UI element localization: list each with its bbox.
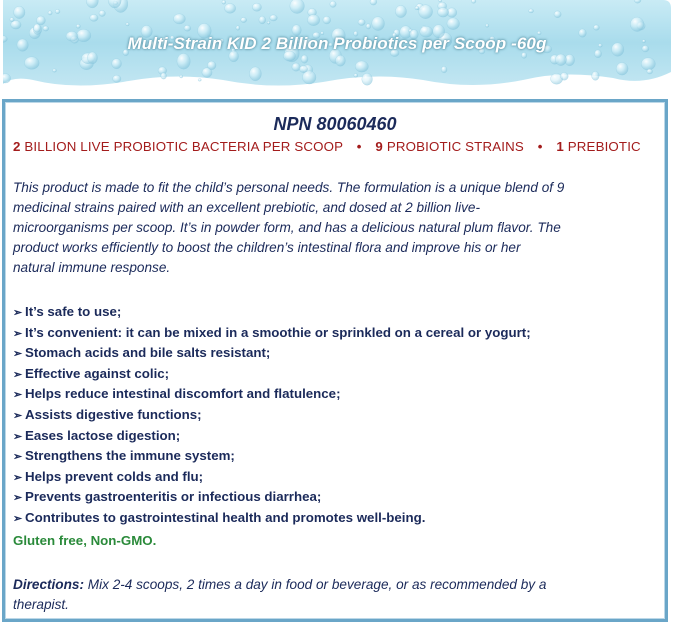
title-banner — [3, 0, 671, 88]
list-item: ➢ Helps reduce intestinal discomfort and flatulence; — [13, 384, 665, 405]
water-droplet — [177, 53, 190, 69]
directions-text-cont: therapist. — [13, 597, 69, 612]
water-droplet — [439, 0, 442, 2]
water-droplet — [48, 11, 52, 15]
list-item: ➢ Assists digestive functions; — [13, 405, 665, 426]
info-box — [2, 99, 668, 622]
water-droplet — [616, 63, 628, 76]
water-droplet — [180, 75, 183, 78]
water-droplet — [307, 15, 319, 26]
directions-label: Directions: — [13, 577, 85, 592]
water-droplet — [207, 61, 216, 70]
description-line: microorganisms per scoop. It’s in powder form, and has a delicious natural plum flavor. The — [13, 220, 561, 235]
water-droplet — [395, 5, 406, 17]
water-droplet — [270, 15, 278, 21]
water-droplet — [198, 79, 201, 82]
water-droplet — [252, 3, 261, 11]
list-item: ➢ It’s convenient: it can be mixed in a smoothie or sprinkled on a cereal or yogurt; — [13, 323, 665, 344]
water-droplet — [14, 6, 25, 18]
water-droplet — [441, 66, 447, 73]
list-item: ➢ Eases lactose digestion; — [13, 426, 665, 447]
claim-1-number: 2 — [13, 139, 21, 154]
arrow-bullet-icon: ➢ — [13, 327, 23, 340]
gluten-free-note: Gluten free, Non-GMO. — [13, 533, 157, 548]
list-item: ➢ Effective against colic; — [13, 364, 665, 385]
water-droplet — [415, 6, 419, 10]
npn-number: NPN 80060460 — [273, 114, 397, 134]
description-line: product works efficiently to boost the children’s intestinal flora and improve his or her — [13, 240, 521, 255]
water-droplet — [355, 61, 368, 72]
claim-2-number: 9 — [375, 139, 383, 154]
water-droplet — [55, 9, 60, 13]
water-droplet — [99, 10, 105, 16]
claim-1-text: BILLION LIVE PROBIOTIC BACTERIA PER SCOOP — [24, 139, 343, 154]
claim-separator: • — [537, 139, 543, 154]
water-droplet — [236, 26, 240, 31]
water-droplet — [173, 14, 185, 24]
arrow-bullet-icon: ➢ — [13, 512, 23, 525]
directions-text: Mix 2-4 scoops, 2 times a day in food or beverage, or as recommended by a — [87, 577, 547, 592]
water-droplet — [529, 9, 534, 13]
water-droplet — [267, 21, 270, 24]
water-droplet — [299, 66, 307, 73]
list-item: ➢ It’s safe to use; — [13, 302, 665, 323]
water-droplet — [330, 1, 336, 7]
water-droplet — [630, 17, 644, 31]
water-droplet — [447, 18, 460, 30]
claim-3-number: 1 — [556, 139, 564, 154]
arrow-bullet-icon: ➢ — [13, 409, 23, 422]
product-description — [13, 178, 665, 278]
water-droplet — [53, 69, 57, 72]
water-droplet — [438, 8, 449, 18]
water-droplet — [90, 14, 98, 21]
claim-separator: • — [356, 139, 362, 154]
description-line: natural immune response. — [13, 260, 171, 275]
water-droplet — [362, 73, 373, 85]
description-line: This product is made to fit the child’s personal needs. The formulation is a unique blend of 9 — [13, 180, 565, 195]
water-droplet — [419, 5, 433, 19]
list-item: ➢ Contributes to gastrointestinal health and promotes well-being. — [13, 508, 665, 529]
water-droplet — [335, 55, 345, 66]
claim-2-text: PROBIOTIC STRAINS — [386, 139, 524, 154]
water-droplet — [43, 26, 49, 31]
water-droplet — [112, 59, 122, 69]
water-droplet — [592, 71, 600, 80]
water-droplet — [370, 0, 377, 5]
water-droplet — [161, 73, 167, 79]
arrow-bullet-icon: ➢ — [13, 348, 23, 361]
arrow-bullet-icon: ➢ — [13, 451, 23, 464]
water-droplet — [593, 25, 599, 30]
water-droplet — [554, 11, 561, 18]
water-droplet — [560, 72, 568, 80]
water-droplet — [358, 19, 365, 25]
arrow-bullet-icon: ➢ — [13, 492, 23, 505]
water-droplet — [241, 17, 247, 22]
water-droplet — [471, 0, 476, 3]
water-droplet — [366, 24, 371, 29]
list-item: ➢ Stomach acids and bile salts resistant; — [13, 343, 665, 364]
arrow-bullet-icon: ➢ — [13, 389, 23, 402]
description-line: medicinal strains paired with an excellent prebiotic, and dosed at 2 billion live- — [13, 200, 480, 215]
arrow-bullet-icon: ➢ — [13, 368, 23, 381]
directions — [13, 575, 665, 615]
claims-line — [13, 139, 663, 154]
list-item: ➢ Prevents gastroenteritis or infectious diarrhea; — [13, 487, 665, 508]
water-droplet — [184, 25, 191, 31]
arrow-bullet-icon: ➢ — [13, 471, 23, 484]
water-droplet — [290, 0, 305, 14]
arrow-bullet-icon: ➢ — [13, 430, 23, 443]
water-droplet — [259, 16, 266, 24]
water-droplet — [222, 0, 226, 4]
banner-title: Multi-Strain KID 2 Billion Probiotics per Scoop -60g — [127, 34, 547, 53]
list-item: ➢ Strengthens the immune system; — [13, 446, 665, 467]
water-droplet — [3, 74, 11, 83]
water-droplet — [24, 57, 39, 70]
arrow-bullet-icon: ➢ — [13, 307, 23, 319]
list-item: ➢ Helps prevent colds and flu; — [13, 467, 665, 488]
water-droplet — [486, 24, 489, 27]
water-droplet — [323, 16, 331, 24]
water-droplet — [36, 16, 45, 25]
claim-3-text: PREBIOTIC — [567, 139, 641, 154]
water-droplet — [34, 24, 41, 33]
water-droplet — [292, 63, 300, 71]
water-droplet — [354, 74, 358, 78]
benefits-list — [13, 302, 665, 529]
water-droplet — [555, 54, 566, 66]
water-droplet — [641, 58, 655, 71]
water-droplet — [76, 24, 80, 28]
water-droplet — [225, 3, 236, 13]
water-droplet — [126, 23, 129, 26]
water-droplet — [113, 75, 121, 82]
water-droplet — [301, 55, 308, 63]
water-droplet — [647, 69, 653, 74]
water-droplet — [372, 17, 385, 31]
water-droplet — [249, 67, 261, 81]
water-droplet — [10, 18, 14, 22]
water-droplet — [634, 0, 641, 3]
